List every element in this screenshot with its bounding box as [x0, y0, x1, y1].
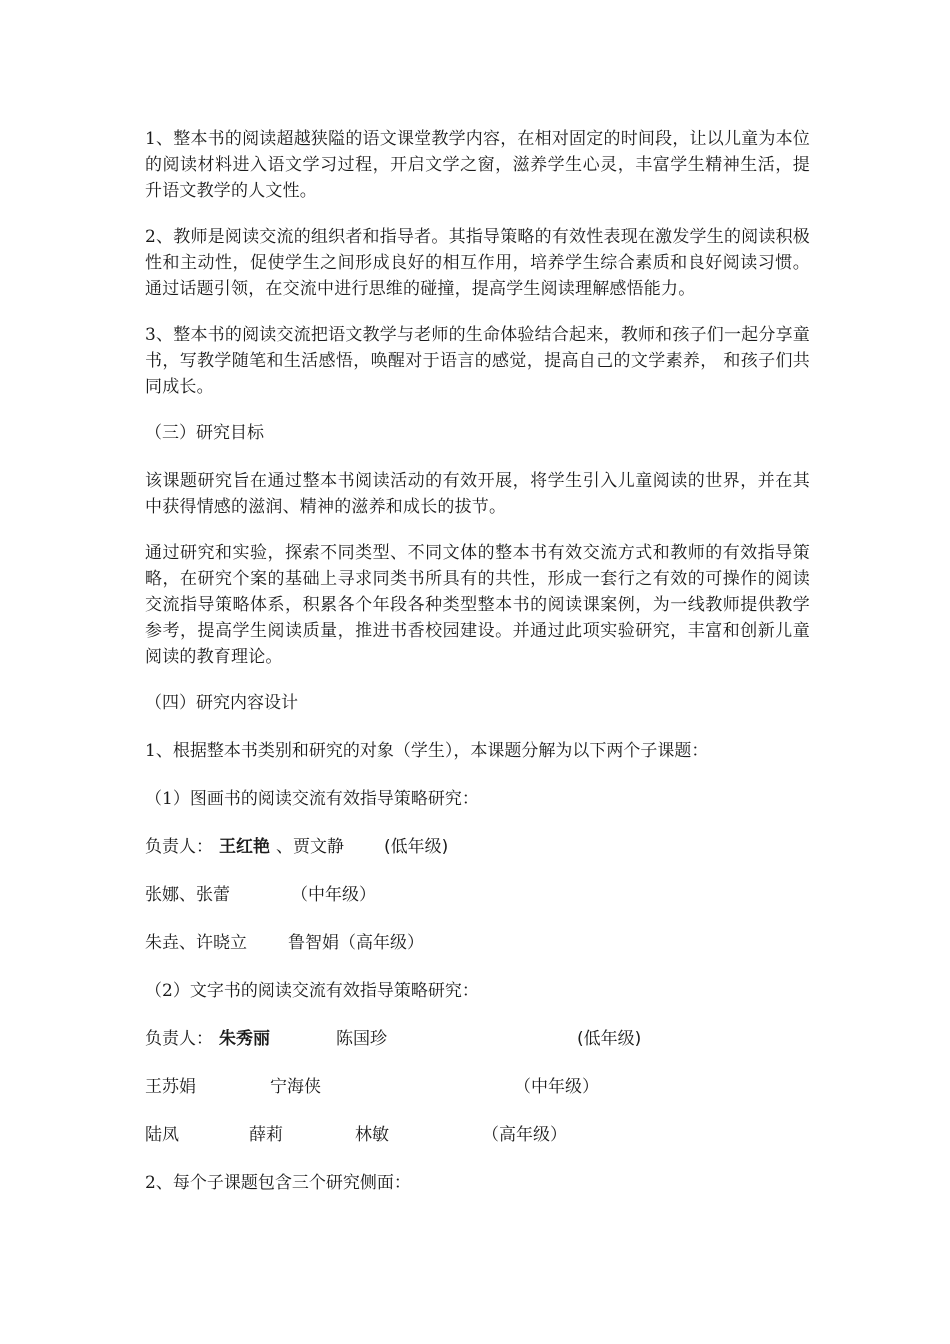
paragraph-3: 3、整本书的阅读交流把语文教学与老师的生命体验结合起来，教师和孩子们一起分享童书，写教学随笔和生活感悟，唤醒对于语言的感觉，提高自己的文学素养， 和孩子们共同成长。 — [145, 325, 810, 397]
member-name: 宁海侠 — [270, 1077, 321, 1097]
member-name: 陆凤 — [145, 1125, 179, 1145]
paragraph-7: 2、每个子课题包含三个研究侧面： — [145, 1173, 411, 1193]
group2-row-mid-grade — [145, 1074, 810, 1100]
group1-row-high-grade — [145, 930, 810, 956]
paragraph-5: 通过研究和实验，探索不同类型、不同文体的整本书有效交流方式和教师的有效指导策略，在研究个案的基础上寻求同类书所具有的共性，形成一套行之有效的可操作的阅读交流指导策略体系，积累各个年段各种类型整本书的阅读课案例，为一线教师提供教学参考，提高学生阅读质量，推进书香校园建设。并通过此项实验研究，丰富和创新儿童阅读的教育理论。 — [145, 543, 810, 667]
section-heading-objectives: （三）研究目标 — [145, 423, 264, 443]
section-heading-content-design: （四）研究内容设计 — [145, 693, 298, 713]
paragraph-1: 1、整本书的阅读超越狭隘的语文课堂教学内容，在相对固定的时间段，让以儿童为本位的阅读材料进入语文学习过程，开启文学之窗，滋养学生心灵，丰富学生精神生活，提升语文教学的人文性。 — [145, 129, 810, 201]
responsible-label: 负责人： — [145, 837, 213, 857]
group2-row-high-grade — [145, 1122, 810, 1148]
member-names: 朱垚、许晓立 — [145, 933, 247, 953]
grade-label: （中年级） — [291, 885, 376, 905]
lead-name: 王红艳 — [219, 837, 270, 857]
responsible-label: 负责人： — [145, 1029, 213, 1049]
lead-name: 朱秀丽 — [219, 1029, 270, 1049]
paragraph-4: 该课题研究旨在通过整本书阅读活动的有效开展，将学生引入儿童阅读的世界，并在其中获得情感的滋润、精神的滋养和成长的拔节。 — [145, 471, 810, 517]
grade-label: (低年级) — [384, 837, 449, 857]
subtopic-1-title: （1）图画书的阅读交流有效指导策略研究： — [145, 789, 479, 809]
member-name: 薛莉 — [249, 1125, 283, 1145]
member-names: 、贾文静 — [276, 837, 344, 857]
member-name: 陈国珍 — [336, 1029, 387, 1049]
grade-label: （高年级） — [482, 1125, 567, 1145]
subtopic-2-title: （2）文字书的阅读交流有效指导策略研究： — [145, 981, 479, 1001]
paragraph-2: 2、教师是阅读交流的组织者和指导者。其指导策略的有效性表现在激发学生的阅读积极性和主动性，促使学生之间形成良好的相互作用，培养学生综合素质和良好阅读习惯。通过话题引领，在交流中进行思维的碰撞，提高学生阅读理解感悟能力。 — [145, 227, 810, 299]
group1-row-mid-grade — [145, 882, 810, 908]
group2-row-low-grade — [145, 1026, 810, 1052]
member-name: 王苏娟 — [145, 1077, 196, 1097]
member-name: 鲁智娟 — [288, 933, 339, 953]
grade-label: (低年级) — [577, 1029, 642, 1049]
group1-row-low-grade — [145, 834, 810, 860]
member-names: 张娜、张蕾 — [145, 885, 230, 905]
grade-label: （中年级） — [514, 1077, 599, 1097]
member-name: 林敏 — [355, 1125, 389, 1145]
document-page — [145, 126, 810, 1218]
grade-label: （高年级） — [339, 933, 424, 953]
paragraph-6: 1、根据整本书类别和研究的对象（学生），本课题分解为以下两个子课题： — [145, 741, 709, 761]
